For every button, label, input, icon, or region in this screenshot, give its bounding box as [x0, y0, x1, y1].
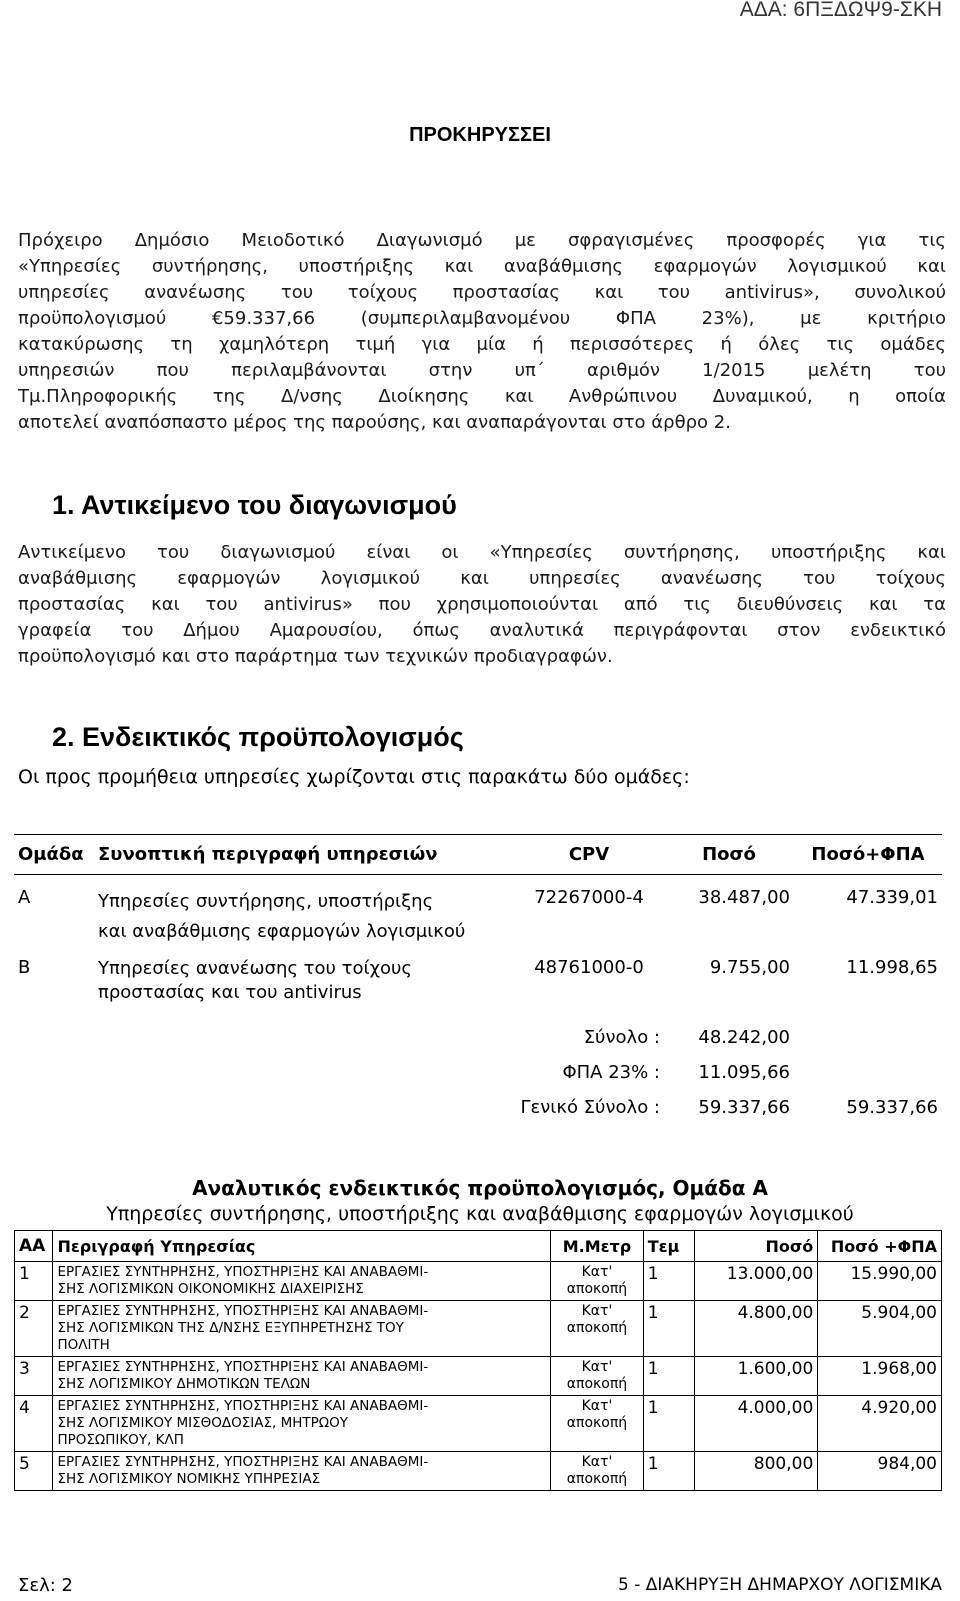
group-code: Β	[18, 957, 31, 978]
col-header-unit: Μ.Μετρ	[551, 1231, 643, 1262]
intro-line: κατακύρωσης τη χαμηλότερη τιμή για μία ή περισσότερες ή όλες τις ομάδες	[18, 334, 946, 355]
desc-line: ΣΗΣ ΛΟΓΙΣΜΙΚΟΥ ΜΙΣΘΟΔΟΣΙΑΣ, ΜΗΤΡΩΟΥ	[57, 1415, 348, 1431]
row-amount: 4.000,00	[694, 1396, 818, 1452]
grand-total-row	[14, 1083, 942, 1118]
section2-intro: Οι προς προμήθεια υπηρεσίες χωρίζονται στις παρακάτω δύο ομάδες:	[18, 766, 690, 788]
table-row	[15, 1262, 942, 1301]
row-unit	[551, 1262, 643, 1301]
intro-line: προϋπολογισμού €59.337,66 (συμπεριλαμβανομένου ΦΠΑ 23%), με κριτήριο	[18, 308, 946, 329]
ada-code: ΑΔΑ: 6ΠΞΔΩΨ9-ΣΚΗ	[739, 0, 942, 21]
section1-line: Αντικείμενο του διαγωνισμού είναι οι «Υπηρεσίες συντήρησης, υποστήριξης και	[18, 542, 946, 563]
vat-label: ΦΠΑ 23% :	[562, 1062, 660, 1083]
row-description	[53, 1396, 551, 1452]
groups-table-header	[14, 835, 942, 875]
group-amount-vat: 47.339,01	[846, 887, 938, 908]
row-amount-vat: 4.920,00	[818, 1396, 942, 1452]
row-amount: 800,00	[694, 1452, 818, 1491]
col-header-amount-vat: Ποσό+ΦΠΑ	[794, 835, 942, 875]
desc-line: ΕΡΓΑΣΙΕΣ ΣΥΝΤΗΡΗΣΗΣ, ΥΠΟΣΤΗΡΙΞΗΣ ΚΑΙ ΑΝΑΒΑΘΜΙ-	[57, 1454, 429, 1470]
unit-line: αποκοπή	[566, 1320, 628, 1336]
group-desc-line: και αναβάθμισης εφαρμογών λογισμικού	[98, 921, 466, 942]
group-desc	[94, 875, 514, 948]
desc-line: ΣΗΣ ΛΟΓΙΣΜΙΚΩΝ ΟΙΚΟΝΟΜΙΚΗΣ ΔΙΑΧΕΙΡΙΣΗΣ	[57, 1281, 364, 1297]
group-code: Α	[18, 887, 31, 908]
page-number: Σελ: 2	[18, 1575, 73, 1596]
row-qty: 1	[643, 1301, 694, 1357]
unit-line: Κατ'	[581, 1398, 613, 1414]
row-amount-vat: 984,00	[818, 1452, 942, 1491]
unit-line: Κατ'	[581, 1454, 613, 1470]
section1-paragraph	[18, 540, 946, 670]
desc-line: ΠΟΛΙΤΗ	[57, 1337, 110, 1353]
desc-line: ΕΡΓΑΣΙΕΣ ΣΥΝΤΗΡΗΣΗΣ, ΥΠΟΣΤΗΡΙΞΗΣ ΚΑΙ ΑΝΑΒΑΘΜΙ-	[57, 1398, 429, 1414]
unit-line: Κατ'	[581, 1359, 613, 1375]
desc-line: ΣΗΣ ΛΟΓΙΣΜΙΚΟΥ ΔΗΜΟΤΙΚΩΝ ΤΕΛΩΝ	[57, 1376, 311, 1392]
row-unit	[551, 1396, 643, 1452]
row-amount: 4.800,00	[694, 1301, 818, 1357]
row-qty: 1	[643, 1452, 694, 1491]
unit-line: αποκοπή	[566, 1471, 628, 1487]
intro-line: υπηρεσίες ανανέωσης του τοίχους προστασίας και του antivirus», συνολικού	[18, 282, 946, 303]
row-qty: 1	[643, 1396, 694, 1452]
table-row	[15, 1357, 942, 1396]
row-description	[53, 1301, 551, 1357]
intro-paragraph	[18, 228, 946, 436]
grand-total-amount-vat: 59.337,66	[846, 1097, 938, 1118]
intro-line: Τμ.Πληροφορικής της Δ/νσης Διοίκησης και Ανθρώπινου Δυναμικού, η οποία	[18, 386, 946, 407]
section1-line: γραφεία του Δήμου Αμαρουσίου, όπως αναλυτικά περιγράφονται στον ενδεικτικό	[18, 620, 946, 641]
row-description	[53, 1357, 551, 1396]
page-title: ΠΡΟΚΗΡΥΣΣΕΙ	[409, 124, 551, 146]
col-header-amount-vat: Ποσό +ΦΠΑ	[818, 1231, 942, 1262]
section1-line: προστασίας και του antivirus» που χρησιμοποιούνται από τις διευθύνσεις και τα	[18, 594, 946, 615]
intro-line: «Υπηρεσίες συντήρησης, υποστήριξης και αναβάθμισης εφαρμογών λογισμικού και	[18, 256, 946, 277]
total-amount-vat	[794, 1005, 942, 1048]
col-header-group: Ομάδα	[14, 835, 94, 875]
row-unit	[551, 1301, 643, 1357]
desc-line: ΠΡΟΣΩΠΙΚΟΥ, ΚΛΠ	[57, 1432, 184, 1448]
col-header-aa: ΑΑ	[15, 1231, 53, 1262]
group-amount: 38.487,00	[698, 887, 790, 908]
col-header-amount: Ποσό	[664, 835, 794, 875]
row-description	[53, 1262, 551, 1301]
unit-line: αποκοπή	[566, 1376, 628, 1392]
row-amount: 1.600,00	[694, 1357, 818, 1396]
table-row	[15, 1452, 942, 1491]
row-unit	[551, 1452, 643, 1491]
desc-line: ΕΡΓΑΣΙΕΣ ΣΥΝΤΗΡΗΣΗΣ, ΥΠΟΣΤΗΡΙΞΗΣ ΚΑΙ ΑΝΑΒΑΘΜΙ-	[57, 1303, 429, 1319]
group-cpv: 48761000-0	[534, 957, 644, 978]
analytic-subtitle: Υπηρεσίες συντήρησης, υποστήριξης και αναβάθμισης εφαρμογών λογισμικού	[106, 1203, 854, 1225]
analytic-table	[14, 1230, 942, 1491]
row-aa: 4	[15, 1396, 53, 1452]
document-name: 5 - ΔΙΑΚΗΡΥΞΗ ΔΗΜΑΡΧΟΥ ΛΟΓΙΣΜΙΚΑ	[618, 1575, 942, 1595]
section1-heading: 1. Αντικείμενο του διαγωνισμού	[52, 490, 457, 520]
unit-line: αποκοπή	[566, 1281, 628, 1297]
section2-heading: 2. Ενδεικτικός προϋπολογισμός	[52, 722, 464, 752]
vat-amount: 11.095,66	[698, 1062, 790, 1083]
row-unit	[551, 1357, 643, 1396]
group-amount: 9.755,00	[709, 957, 790, 978]
row-aa: 5	[15, 1452, 53, 1491]
row-amount-vat: 15.990,00	[818, 1262, 942, 1301]
row-description	[53, 1452, 551, 1491]
total-amount: 48.242,00	[698, 1027, 790, 1048]
unit-line: αποκοπή	[566, 1415, 628, 1431]
row-aa: 1	[15, 1262, 53, 1301]
row-qty: 1	[643, 1357, 694, 1396]
group-amount-vat: 11.998,65	[846, 957, 938, 978]
total-row	[14, 1005, 942, 1048]
table-row	[15, 1301, 942, 1357]
desc-line: ΕΡΓΑΣΙΕΣ ΣΥΝΤΗΡΗΣΗΣ, ΥΠΟΣΤΗΡΙΞΗΣ ΚΑΙ ΑΝΑΒΑΘΜΙ-	[57, 1359, 429, 1375]
section1-line: προϋπολογισμό και στο παράρτημα των τεχνικών προδιαγραφών.	[18, 646, 613, 667]
table-row	[14, 875, 942, 948]
total-label: Σύνολο :	[583, 1027, 660, 1048]
col-header-amount: Ποσό	[694, 1231, 818, 1262]
grand-total-label: Γενικό Σύνολο :	[520, 1097, 660, 1118]
col-header-qty: Τεμ	[643, 1231, 694, 1262]
vat-amount-vat	[794, 1048, 942, 1083]
group-desc-line: προστασίας και του antivirus	[98, 982, 362, 1003]
section1-line: αναβάθμισης εφαρμογών λογισμικού και υπηρεσίες ανανέωσης του τοίχους	[18, 568, 946, 589]
unit-line: Κατ'	[581, 1264, 613, 1280]
intro-line: Πρόχειρο Δημόσιο Μειοδοτικό Διαγωνισμό με σφραγισμένες προσφορές για τις	[18, 230, 946, 251]
grand-total-amount: 59.337,66	[698, 1097, 790, 1118]
unit-line: Κατ'	[581, 1303, 613, 1319]
col-header-description: Περιγραφή Υπηρεσίας	[53, 1231, 551, 1262]
table-row	[14, 947, 942, 1005]
row-aa: 2	[15, 1301, 53, 1357]
group-desc	[94, 947, 514, 1005]
intro-line: υπηρεσιών που περιλαμβάνονται στην υπ΄ αριθμόν 1/2015 μελέτη του	[18, 360, 946, 381]
row-amount-vat: 5.904,00	[818, 1301, 942, 1357]
table-row	[15, 1396, 942, 1452]
group-desc-line: Υπηρεσίες ανανέωσης του τοίχους	[98, 958, 412, 979]
desc-line: ΣΗΣ ΛΟΓΙΣΜΙΚΟΥ ΝΟΜΙΚΗΣ ΥΠΗΡΕΣΙΑΣ	[57, 1471, 321, 1487]
analytic-header	[15, 1231, 942, 1262]
groups-table	[14, 834, 942, 1118]
row-aa: 3	[15, 1357, 53, 1396]
vat-row	[14, 1048, 942, 1083]
col-header-cpv: CPV	[514, 835, 664, 875]
group-desc-line: Υπηρεσίες συντήρησης, υποστήριξης	[98, 891, 434, 912]
col-header-desc: Συνοπτική περιγραφή υπηρεσιών	[94, 835, 514, 875]
row-qty: 1	[643, 1262, 694, 1301]
row-amount-vat: 1.968,00	[818, 1357, 942, 1396]
intro-line: αποτελεί αναπόσπαστο μέρος της παρούσης, και αναπαράγονται στο άρθρο 2.	[18, 412, 731, 433]
group-cpv: 72267000-4	[534, 887, 644, 908]
desc-line: ΣΗΣ ΛΟΓΙΣΜΙΚΩΝ ΤΗΣ Δ/ΝΣΗΣ ΕΞΥΠΗΡΕΤΗΣΗΣ ΤΟΥ	[57, 1320, 404, 1336]
analytic-title: Αναλυτικός ενδεικτικός προϋπολογισμός, Ομάδα Α	[192, 1176, 768, 1200]
desc-line: ΕΡΓΑΣΙΕΣ ΣΥΝΤΗΡΗΣΗΣ, ΥΠΟΣΤΗΡΙΞΗΣ ΚΑΙ ΑΝΑΒΑΘΜΙ-	[57, 1264, 429, 1280]
row-amount: 13.000,00	[694, 1262, 818, 1301]
